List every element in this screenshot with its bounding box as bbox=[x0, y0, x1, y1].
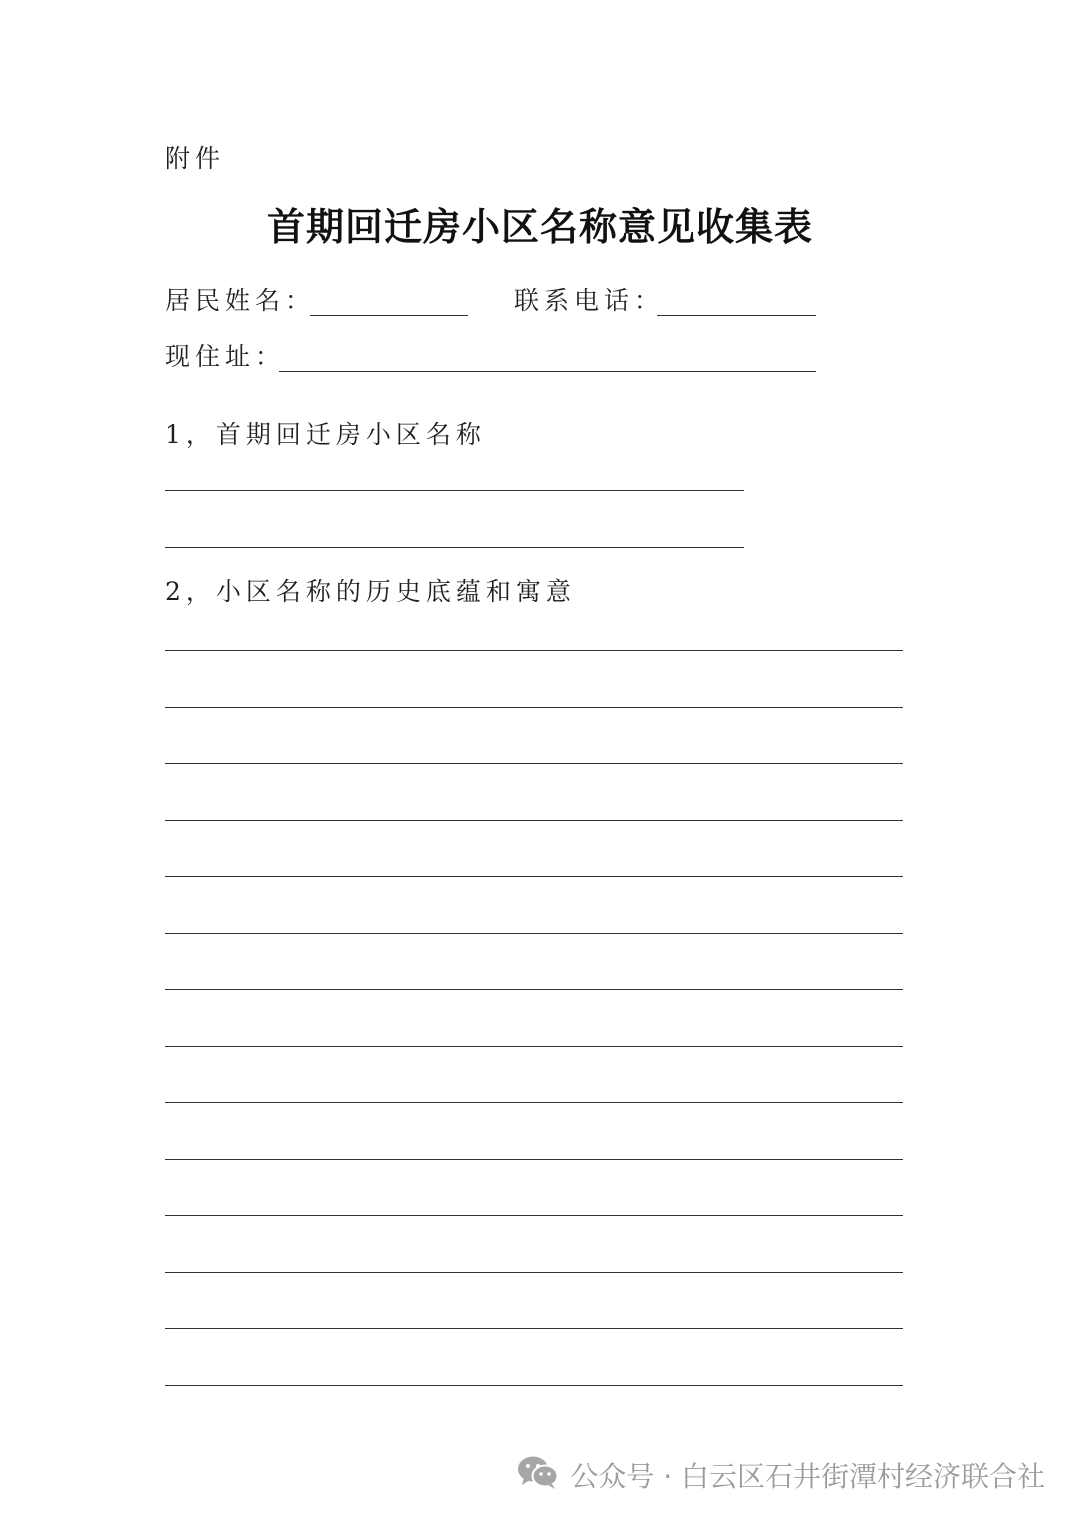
address-blank-line bbox=[279, 371, 816, 372]
phone-blank-line bbox=[657, 315, 816, 316]
wechat-icon bbox=[516, 1454, 570, 1497]
answer-line bbox=[165, 1328, 903, 1329]
answer-line bbox=[165, 490, 744, 491]
answer-line bbox=[165, 547, 744, 548]
answer-line bbox=[165, 763, 903, 764]
answer-line bbox=[165, 820, 903, 821]
answer-line bbox=[165, 1215, 903, 1216]
watermark bbox=[516, 1447, 1045, 1503]
question-2: 2，小区名称的历史底蕴和寓意 bbox=[165, 577, 576, 606]
answer-line bbox=[165, 1159, 903, 1160]
phone-label: 联系电话： bbox=[514, 286, 665, 315]
answer-line bbox=[165, 933, 903, 934]
question-1: 1，首期回迁房小区名称 bbox=[165, 420, 486, 449]
attachment-label: 附件 bbox=[165, 144, 226, 173]
answer-line bbox=[165, 989, 903, 990]
form-title: 首期回迁房小区名称意见收集表 bbox=[266, 204, 813, 249]
answer-line bbox=[165, 1046, 903, 1047]
answer-line bbox=[165, 707, 903, 708]
watermark-text: 公众号 · 白云区石井街潭村经济联合社 bbox=[570, 1460, 1045, 1493]
answer-line bbox=[165, 876, 903, 877]
name-label: 居民姓名： bbox=[165, 286, 316, 315]
answer-line bbox=[165, 1385, 903, 1386]
answer-line bbox=[165, 650, 903, 651]
name-blank-line bbox=[310, 315, 468, 316]
address-label: 现住址： bbox=[165, 342, 286, 371]
answer-line bbox=[165, 1272, 903, 1273]
answer-line bbox=[165, 1102, 903, 1103]
